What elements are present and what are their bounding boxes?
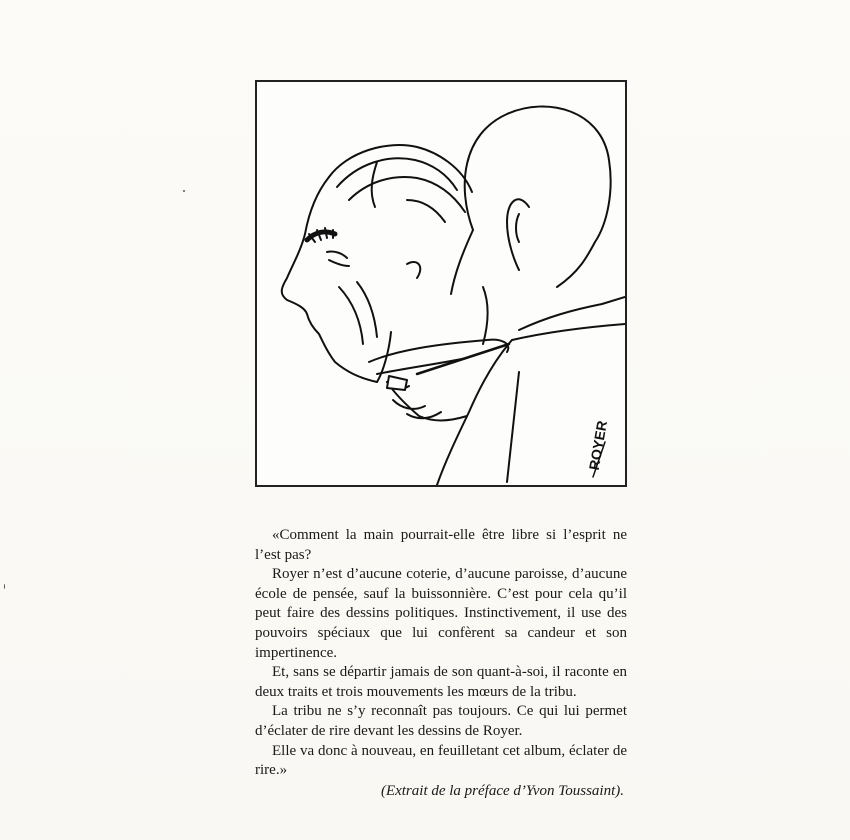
- caricature-illustration: [255, 80, 627, 487]
- old-man-eye: [327, 251, 347, 258]
- paragraph-4: La tribu ne s’y reconnaît pas toujours. Ce qui lui permet d’éclater de rire devant les dessins de Royer.: [255, 703, 627, 739]
- paragraph-1: «Comment la main pourrait-elle être libre si l’esprit ne l’est pas?: [255, 527, 627, 563]
- old-man-ear: [407, 262, 420, 278]
- paper-speck: [183, 190, 185, 192]
- old-man-hair-1: [329, 145, 472, 192]
- old-man-hair-2: [337, 158, 457, 190]
- bald-face-profile: [451, 230, 473, 294]
- old-man-eye-wrinkle: [329, 260, 349, 266]
- pen: [417, 344, 509, 374]
- paragraph-3: Et, sans se départir jamais de son quant-à-soi, il raconte en deux traits et trois mouvements les mœurs de la tribu.: [255, 664, 627, 700]
- bald-ear: [507, 199, 529, 270]
- bald-ear-inner: [516, 214, 519, 242]
- old-man-hair-3: [349, 177, 465, 212]
- signature-text: ROYER: [585, 419, 611, 472]
- coat-back-line: [507, 372, 519, 482]
- paragraph-5: Elle va donc à nouveau, en feuilletant cet album, éclater de rire.»: [255, 742, 627, 779]
- artist-signature: [586, 419, 610, 477]
- paragraph-2: Royer n’est d’aucune coterie, d’aucune paroisse, d’aucune école de pensée, sauf la buissonnière. C’est pour cela qu’il peut faire des dessins politiques. Instinctivement, il use des pouvoirs spéciaux que lui confèrent sa candeur et son impertinence.: [255, 566, 627, 661]
- old-man-hair-4: [372, 162, 377, 207]
- old-man-hair-5: [407, 200, 445, 222]
- preface-excerpt: [255, 526, 627, 801]
- hand-thumb: [387, 376, 407, 390]
- attribution: (Extrait de la préface d’Yvon Toussaint).: [380, 782, 624, 799]
- caricature-drawing: [257, 82, 625, 485]
- old-man-profile: [282, 177, 377, 382]
- bald-neck: [483, 287, 488, 344]
- bald-head-outline: [465, 106, 611, 287]
- paper-speck: [4, 584, 5, 589]
- old-man-cheek: [339, 287, 363, 344]
